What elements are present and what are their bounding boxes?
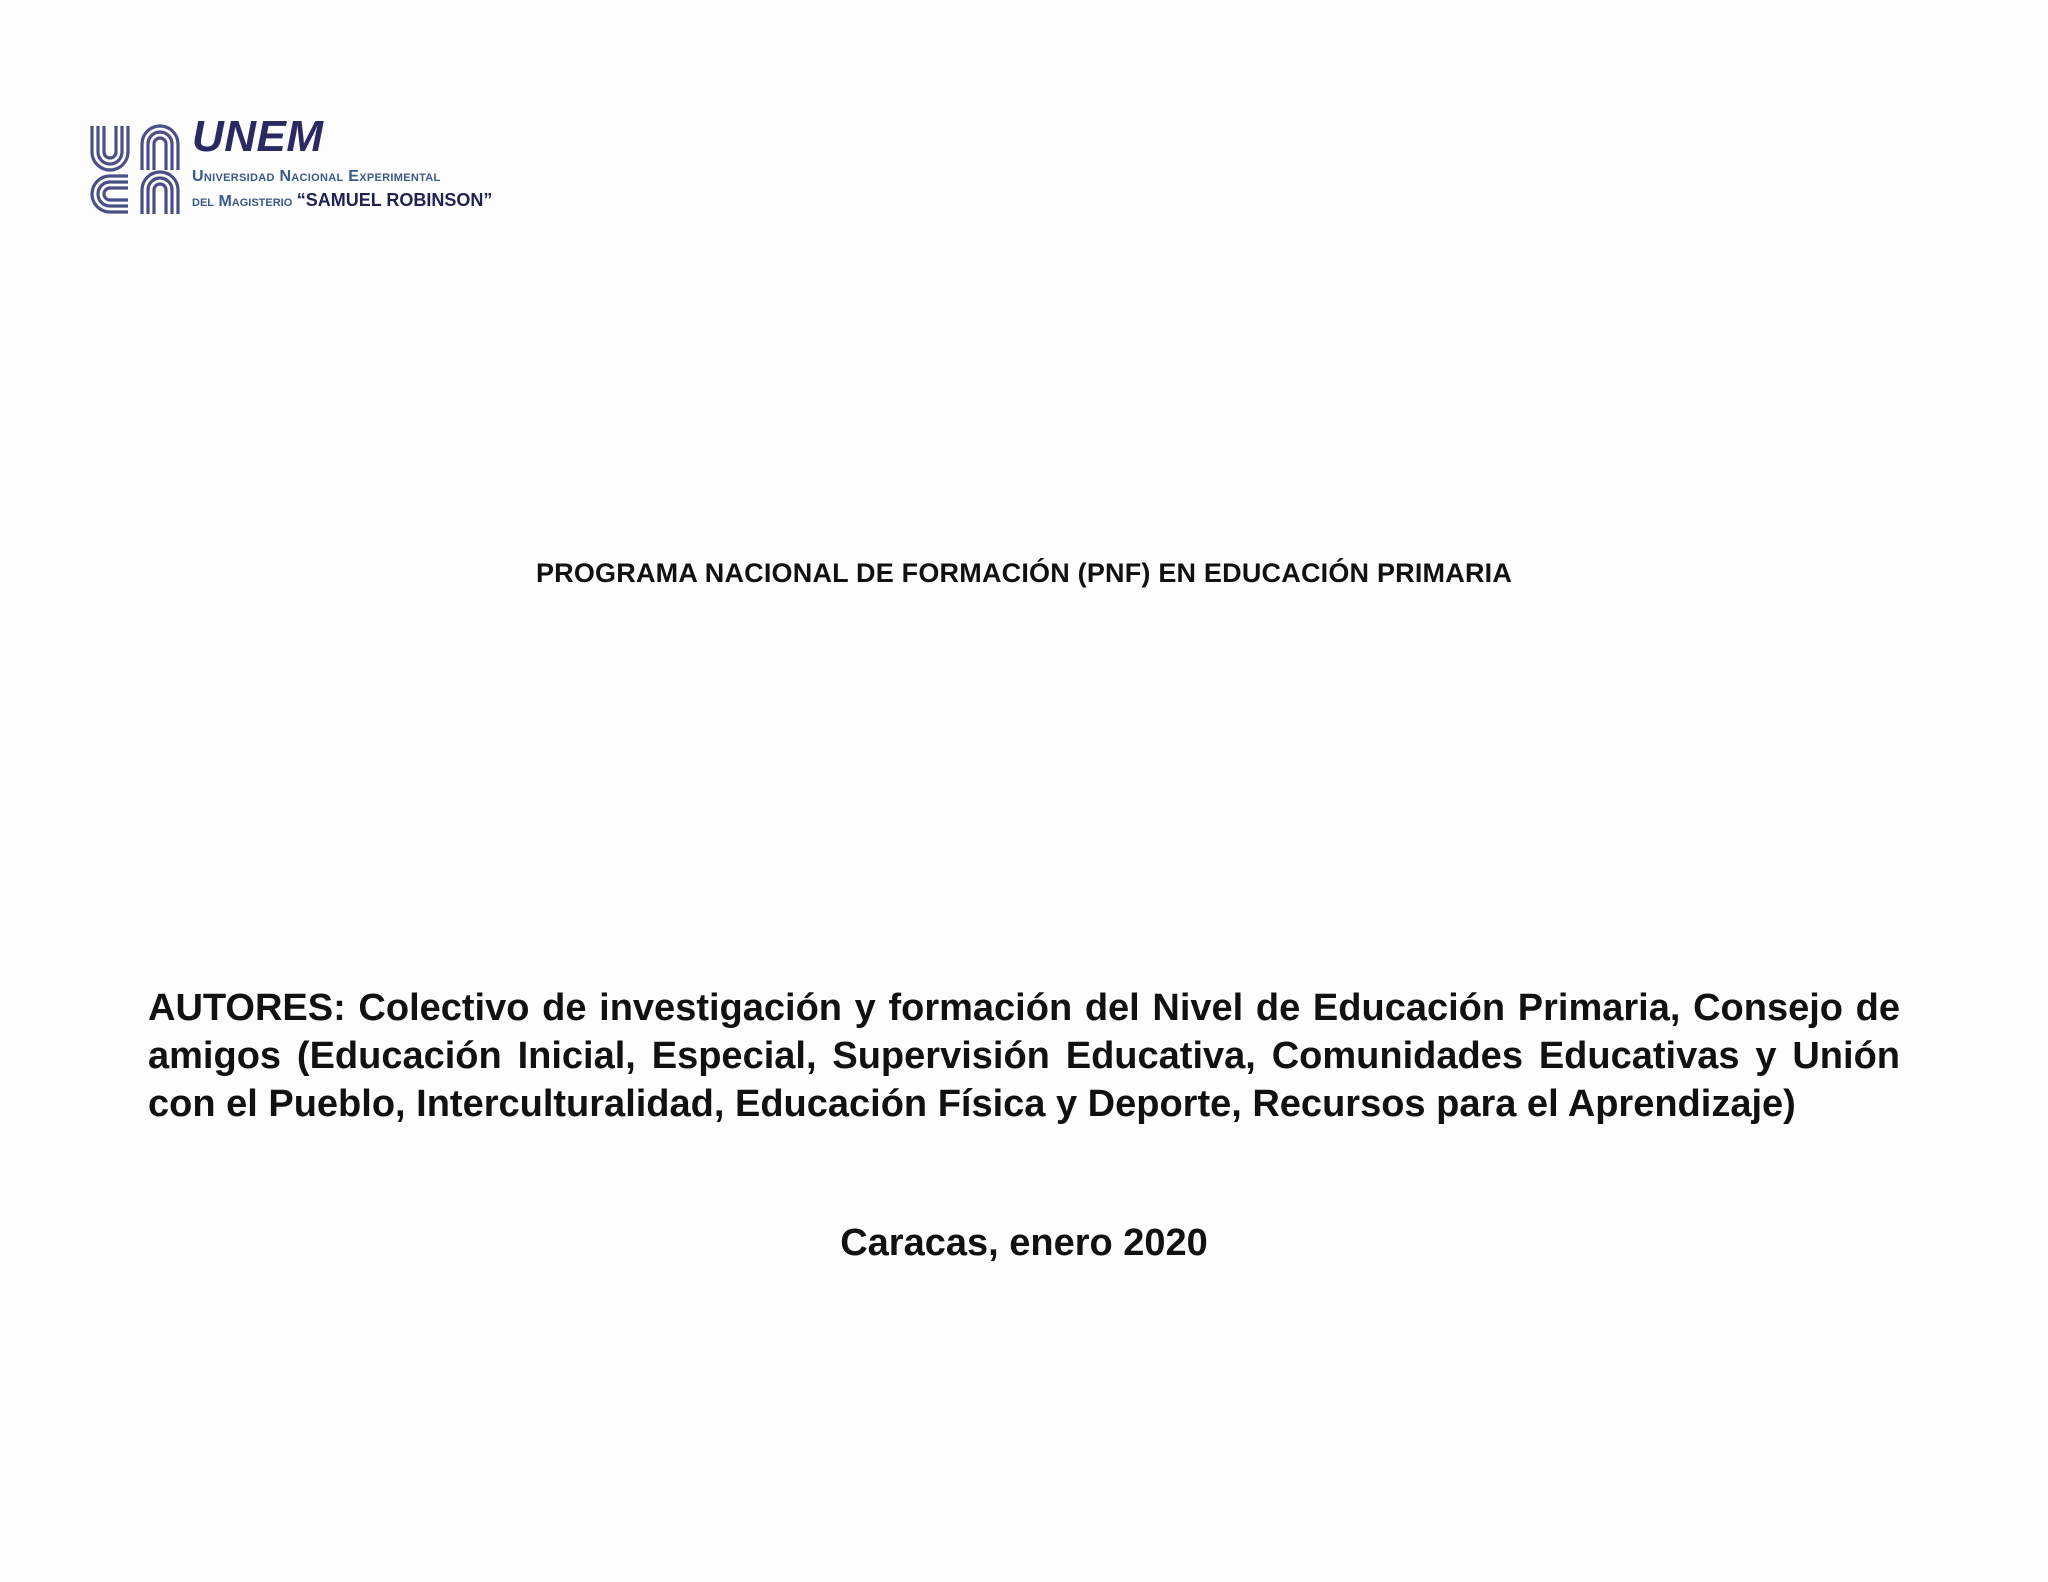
logo-acronym: UNEM <box>192 112 324 161</box>
logo-line2-prefix: del Magisterio <box>192 193 293 210</box>
logo-line2-name: “SAMUEL ROBINSON” <box>296 190 493 210</box>
authors-paragraph: AUTORES: Colectivo de investigación y formación del Nivel de Educación Primaria, Consejo de amigos (Educación Inicial, Especial, Supervisión Educativa, Comunidades Educativas y Unión con el Pueblo, Interculturalidad, Educación Física y Deporte, Recursos para el Aprendizaje) <box>148 987 1900 1125</box>
unem-logo <box>88 112 538 218</box>
program-title: PROGRAMA NACIONAL DE FORMACIÓN (PNF) EN EDUCACIÓN PRIMARIA <box>535 558 1513 588</box>
place-date: Caracas, enero 2020 <box>840 1222 1208 1264</box>
logo-magisterio-line <box>192 190 492 211</box>
logo-university-name: Universidad Nacional Experimental <box>192 168 441 185</box>
unem-logo-mark-icon <box>88 124 188 216</box>
